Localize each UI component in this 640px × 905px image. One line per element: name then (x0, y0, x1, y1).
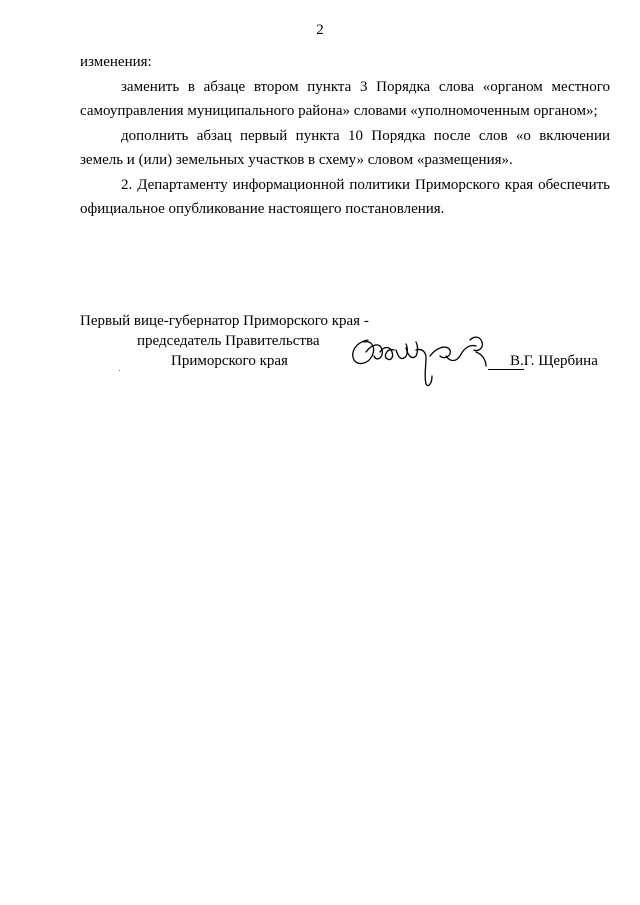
paragraph-supplement: дополнить абзац первый пункта 10 Порядка после слов «о включении земель и (или) земельных участков в схему» словом «размещения». (80, 127, 610, 168)
signatory-name: В.Г. Щербина (510, 353, 598, 369)
signature-underline (488, 369, 524, 370)
signatory-title-line-3: Приморского края (171, 353, 288, 369)
signatory-title-line-1: Первый вице-губернатор Приморского края - (80, 313, 369, 329)
page-number: 2 (316, 22, 324, 38)
signatory-title-line-2: председатель Правительства (137, 333, 320, 349)
document-body (80, 50, 610, 222)
paragraph-intro: изменения: (80, 54, 152, 70)
scan-speck (119, 370, 120, 371)
handwritten-signature (346, 326, 506, 398)
paragraph-department: 2. Департаменту информационной политики Приморского края обеспечить официальное опубликование настоящего постановления. (80, 176, 610, 217)
paragraph-replace: заменить в абзаце втором пункта 3 Порядка слова «органом местного самоуправления муниципального района» словами «уполномоченным органом»; (80, 78, 610, 119)
